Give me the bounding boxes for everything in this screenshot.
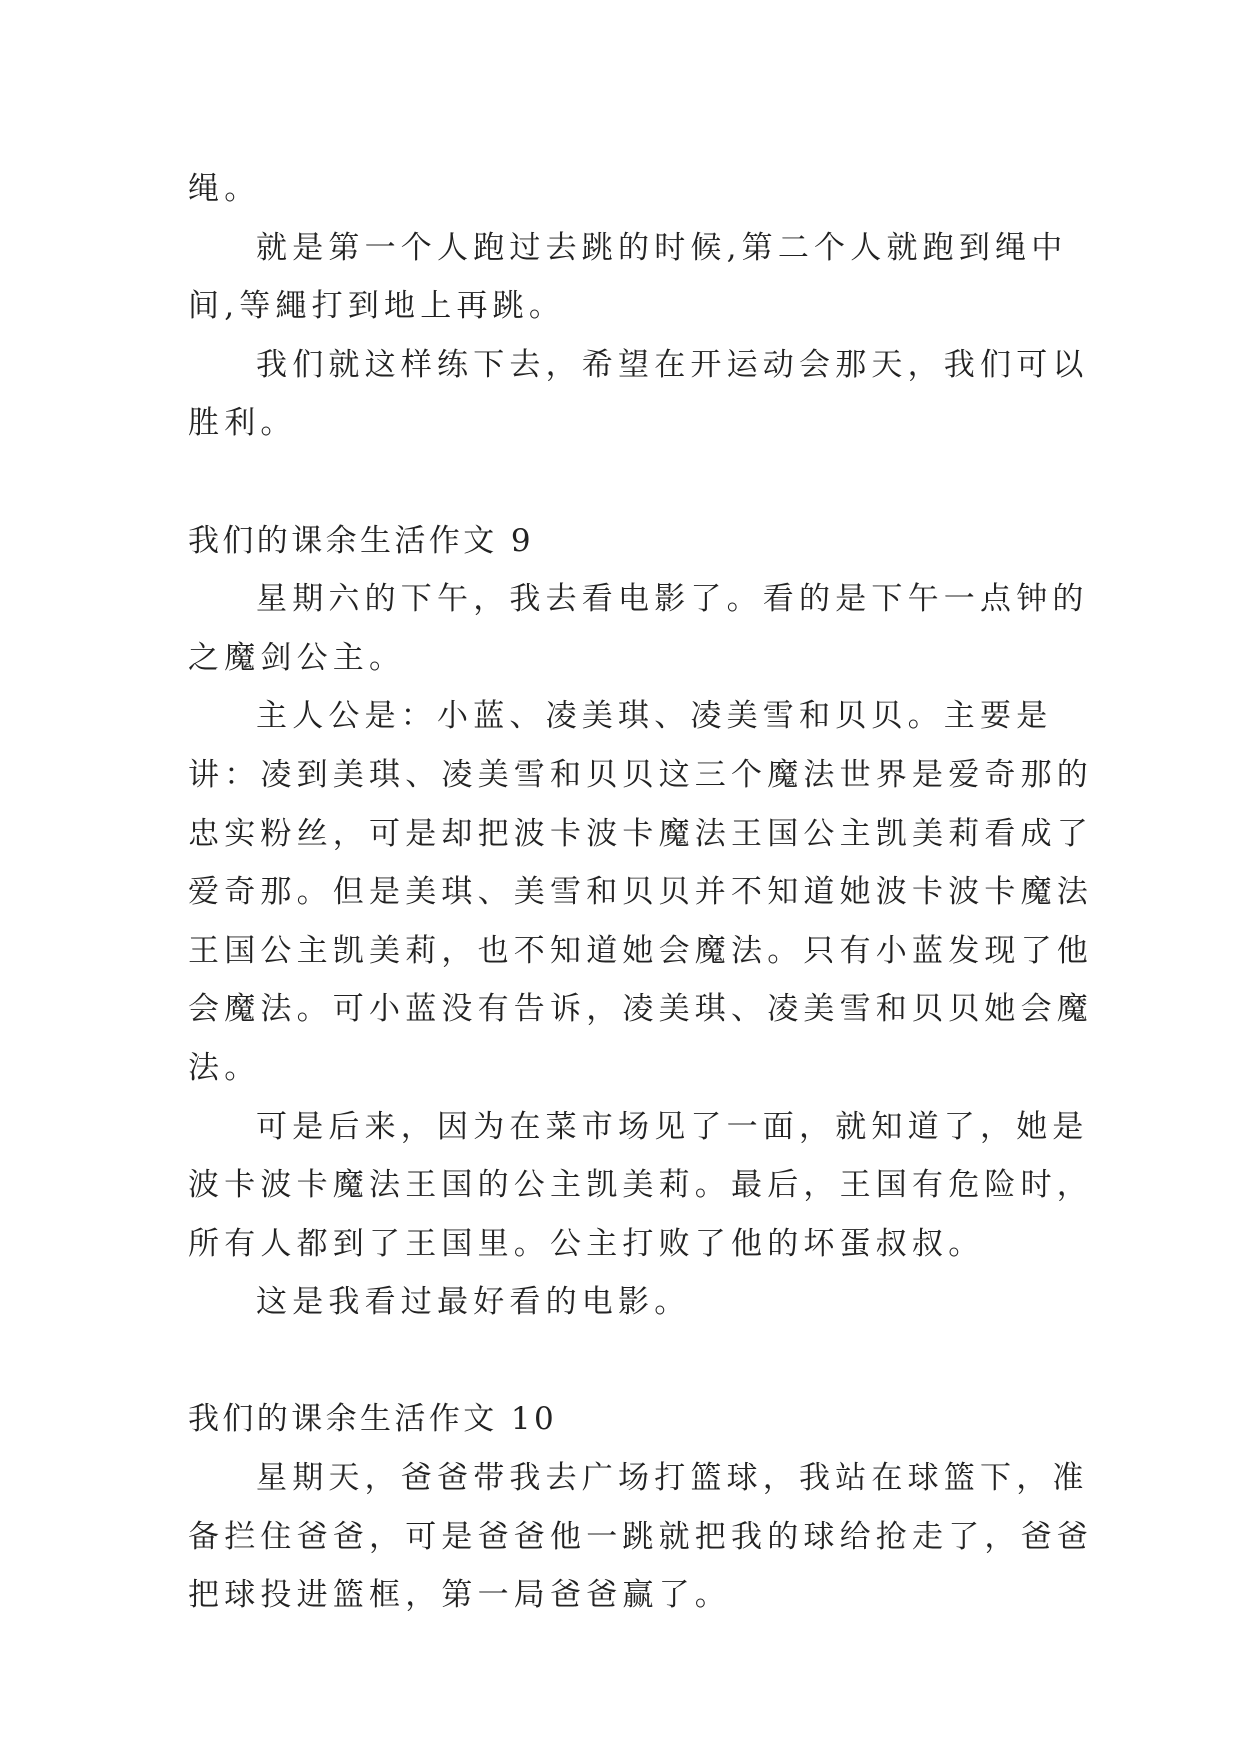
paragraph: 就是第一个人跑过去跳的时候,第二个人就跑到绳中间,等繩打到地上再跳。 bbox=[188, 229, 1068, 325]
paragraph: 可是后来，因为在菜市场见了一面，就知道了，她是波卡波卡魔法王国的公主凯美莉。最后，王国有危险时，所有人都到了王国里。公主打败了他的坏蛋叔叔。 bbox=[188, 1108, 1093, 1262]
section-title: 我们的课余生活作文 9 bbox=[188, 522, 534, 559]
paragraph: 这是我看过最好看的电影。 bbox=[256, 1284, 691, 1321]
section-essay-10 bbox=[188, 1390, 1093, 1624]
section-title: 我们的课余生活作文 10 bbox=[188, 1401, 558, 1438]
paragraph: 星期天，爸爸带我去广场打篮球，我站在球篮下，准备拦住爸爸，可是爸爸他一跳就把我的球给抢走了，爸爸把球投进篮框，第一局爸爸赢了。 bbox=[188, 1460, 1093, 1614]
paragraph: 主人公是：小蓝、凌美琪、凌美雪和贝贝。主要是讲：凌到美琪、凌美雪和贝贝这三个魔法世界是爱奇那的忠实粉丝，可是却把波卡波卡魔法王国公主凯美莉看成了爱奇那。但是美琪、美雪和贝贝并不知道她波卡波卡魔法王国公主凯美莉，也不知道她会魔法。只有小蓝发现了他会魔法。可小蓝没有告诉，凌美琪、凌美雪和贝贝她会魔法。 bbox=[188, 698, 1093, 1086]
paragraph: 我们就这样练下去，希望在开运动会那天，我们可以胜利。 bbox=[188, 346, 1089, 442]
section-essay-9 bbox=[188, 512, 1093, 1332]
document-body bbox=[188, 160, 1093, 1625]
section-previous bbox=[188, 160, 1093, 453]
paragraph: 绳。 bbox=[188, 171, 261, 207]
paragraph: 星期六的下午，我去看电影了。看的是下午一点钟的之魔剑公主。 bbox=[188, 581, 1089, 676]
